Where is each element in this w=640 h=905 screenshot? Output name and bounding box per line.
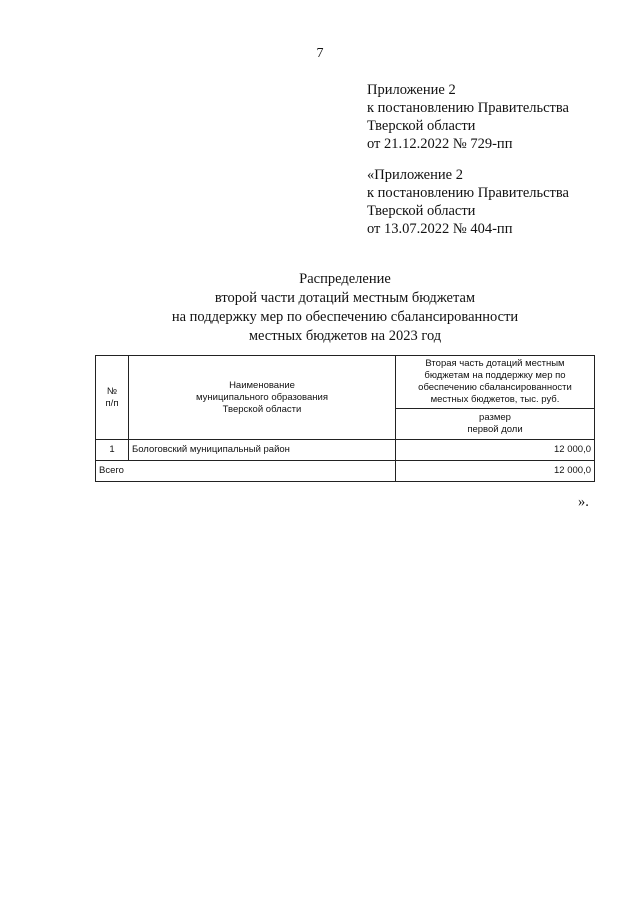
table-row (96, 440, 595, 461)
header-group (396, 356, 595, 409)
header-num-line: п/п (105, 397, 119, 409)
budget-table (95, 355, 595, 482)
appendix-previous-line: Тверской области (367, 203, 476, 219)
header-name-line: Тверской области (222, 403, 302, 415)
header-num (96, 356, 129, 440)
total-value: 12 000,0 (396, 461, 595, 482)
table-total-row (96, 461, 595, 482)
row-num: 1 (96, 440, 129, 461)
appendix-previous (367, 166, 569, 238)
header-sub-line: первой доли (467, 424, 523, 435)
header-group-line: местных бюджетов, тыс. руб. (430, 394, 560, 405)
header-sub-line: размер (479, 412, 511, 423)
appendix-current-line: Приложение 2 (367, 82, 456, 98)
total-label: Всего (96, 461, 396, 482)
header-name-line: Наименование (229, 379, 295, 391)
header-group-line: обеспечению сбалансированности (418, 382, 572, 393)
title-line: Распределение (299, 271, 391, 287)
row-value: 12 000,0 (396, 440, 595, 461)
document-title (0, 270, 640, 346)
header-group-line: бюджетам на поддержку мер по (424, 370, 566, 381)
header-num-line: № (106, 385, 118, 397)
title-line: на поддержку мер по обеспечению сбалансированности (171, 309, 519, 325)
title-line: второй части дотаций местным бюджетам (214, 290, 476, 306)
table-header-row (96, 356, 595, 409)
closing-quote: ». (578, 494, 589, 510)
appendix-previous-line: к постановлению Правительства (367, 185, 569, 201)
appendix-previous-line: от 13.07.2022 № 404-пп (367, 221, 513, 237)
appendix-current-line: от 21.12.2022 № 729-пп (367, 136, 513, 152)
header-name (129, 356, 396, 440)
row-name: Бологовский муниципальный район (129, 440, 396, 461)
header-name-line: муниципального образования (196, 391, 328, 403)
page-number: 7 (316, 46, 324, 61)
title-line: местных бюджетов на 2023 год (248, 328, 442, 344)
appendix-previous-line: «Приложение 2 (367, 167, 463, 183)
appendix-current-line: Тверской области (367, 118, 476, 134)
appendix-current-line: к постановлению Правительства (367, 100, 569, 116)
appendix-current (367, 81, 569, 153)
header-group-line: Вторая часть дотаций местным (425, 358, 565, 369)
header-sub (396, 409, 595, 440)
